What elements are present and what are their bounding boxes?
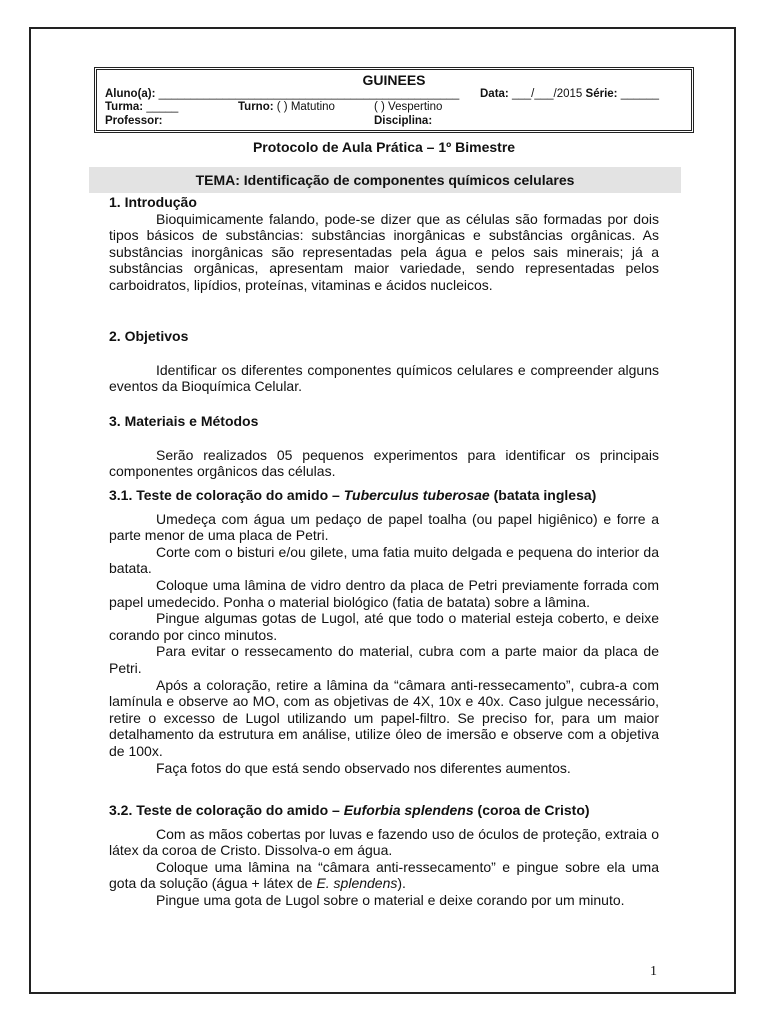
aluno-label: Aluno(a): [105, 88, 156, 100]
page-number: 1 [650, 964, 657, 979]
section-materiais [109, 413, 659, 480]
paragraph: Identificar os diferentes componentes químicos celulares e compreender alguns eventos da Bioquímica Celular. [109, 361, 659, 395]
section-3-2 [109, 802, 659, 909]
section-introducao [109, 194, 659, 294]
tema-bar [89, 167, 681, 193]
species-name: Euforbia splendens [343, 802, 474, 818]
tema-title: TEMA: Identificação de componentes químicos celulares [195, 172, 575, 188]
subsection-title: 3.1. Teste de coloração do amido – Tuberculus tuberosae (batata inglesa) [109, 487, 597, 503]
school-name: GUINEES [362, 72, 426, 88]
serie-label: Série: [585, 88, 618, 100]
turno-label: Turno: [238, 101, 274, 113]
paragraph: Coloque uma lâmina na “câmara anti-ressecamento” e pingue sobre ela uma gota da solução (água + látex de E. splendens). [109, 858, 659, 892]
paragraph: Umedeça com água um pedaço de papel toalha (ou papel higiênico) e forre a parte menor de uma placa de Petri. [109, 510, 659, 544]
paragraph: Corte com o bisturi e/ou gilete, uma fatia muito delgada e pequena do interior da batata. [109, 543, 659, 577]
section-title: 1. Introdução [109, 194, 197, 210]
paragraph: Bioquimicamente falando, pode-se dizer que as células são formadas por dois tipos básicos de substâncias: substâncias inorgânicas e substâncias orgânicas. As substâncias inorgânicas são representadas pela água e pelos sais minerais; já a substâncias orgânicas, apresentam maior variedade, sendo representadas pelos carboidratos, lipídios, proteínas, vitaminas e ácidos nucleicos. [109, 210, 659, 293]
section-title: 3. Materiais e Métodos [109, 413, 259, 429]
paragraph: Com as mãos cobertas por luvas e fazendo uso de óculos de proteção, extraia o látex da coroa de Cristo. Dissolva-o em água. [109, 825, 659, 859]
species-name: Tuberculus tuberosae [343, 487, 490, 503]
paragraph: Pingue uma gota de Lugol sobre o material e deixe corando por um minuto. [156, 891, 625, 908]
data-value: ___/___/2015 [511, 88, 583, 100]
paragraph: Coloque uma lâmina de vidro dentro da placa de Petri previamente forrada com papel umedecido. Ponha o material biológico (fatia de batata) sobre a lâmina. [109, 576, 659, 610]
professor-label: Professor: [105, 115, 163, 127]
aluno-blank: _______________________________________________ [158, 88, 460, 100]
disciplina-label: Disciplina: [374, 115, 433, 127]
data-label: Data: [480, 88, 509, 100]
subsection-title: 3.2. Teste de coloração do amido – Euforbia splendens (coroa de Cristo) [109, 802, 590, 818]
serie-blank: ______ [620, 88, 660, 100]
protocol-title: Protocolo de Aula Prática – 1º Bimestre [252, 139, 516, 155]
paragraph: Serão realizados 05 pequenos experimentos para identificar os principais componentes orgânicos das células. [109, 446, 659, 480]
turno-vespertino: ( ) Vespertino [374, 101, 443, 113]
paragraph: Para evitar o ressecamento do material, cubra com a parte maior da placa de Petri. [109, 643, 659, 676]
paragraph: Faça fotos do que está sendo observado nos diferentes aumentos. [156, 759, 571, 776]
paragraph: Pingue algumas gotas de Lugol, até que todo o material esteja coberto, e deixe corando por cinco minutos. [109, 610, 659, 643]
section-objetivos [109, 328, 659, 395]
turno-matutino: ( ) Matutino [276, 101, 335, 113]
section-title: 2. Objetivos [109, 328, 189, 344]
paragraph: Após a coloração, retire a lâmina da “câmara anti-ressecamento”, cubra-a com lamínula e observe ao MO, com as objetivas de 4X, 10x e 40x. Caso julgue necessário, retire o excesso de Lugol utilizando um papel-filtro. Se preciso for, para um maior detalhamento da estrutura em análise, utilize óleo de imersão e observe com a objetiva de 100x. [109, 676, 659, 759]
section-3-1 [109, 487, 659, 776]
turma-blank: _____ [146, 101, 179, 113]
header-box [96, 69, 692, 131]
turma-label: Turma: [105, 101, 144, 113]
